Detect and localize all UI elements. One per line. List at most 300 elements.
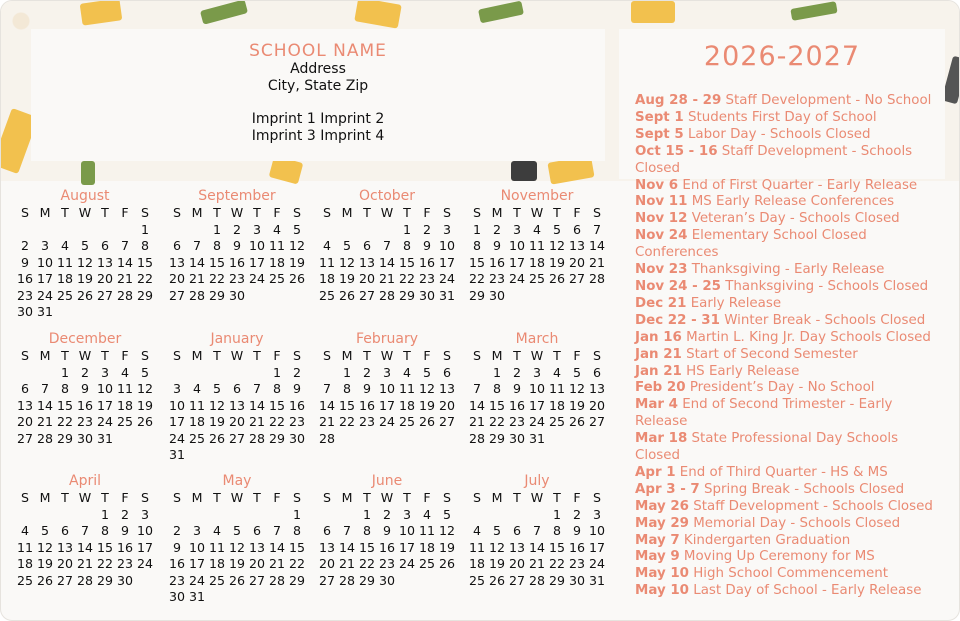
event-item xyxy=(635,194,935,211)
day-number: 26 xyxy=(136,414,154,429)
event-item xyxy=(635,566,935,583)
day-number: 27 xyxy=(318,572,336,588)
day-number: 22 xyxy=(468,271,486,286)
weekday-label: F xyxy=(573,490,581,505)
day-number: 13 xyxy=(318,539,336,555)
day-number: 21 xyxy=(318,414,336,429)
day-number: 14 xyxy=(36,397,54,413)
day-number: 10 xyxy=(36,254,54,270)
day-number: 2 xyxy=(382,506,391,522)
day-number: 17 xyxy=(188,556,206,571)
event-date: May 10 xyxy=(635,583,689,599)
day-number: 19 xyxy=(288,254,306,270)
day-number: 24 xyxy=(168,430,186,446)
day-number: 24 xyxy=(438,271,456,286)
day-number: 9 xyxy=(422,238,431,253)
day-number: 22 xyxy=(358,556,376,571)
day-number: 16 xyxy=(168,556,186,571)
event-date: Feb 20 xyxy=(635,380,686,396)
day-number: 26 xyxy=(208,430,226,446)
day-number: 8 xyxy=(472,238,481,253)
weekday-label: S xyxy=(21,205,29,220)
weekday-label: T xyxy=(403,490,411,505)
weekday-label: S xyxy=(593,205,601,220)
day-number: 3 xyxy=(402,506,411,522)
day-number: 10 xyxy=(378,381,396,396)
event-date: Dec 21 xyxy=(635,295,687,311)
day-number: 30 xyxy=(116,572,134,588)
day-number: 3 xyxy=(192,523,201,538)
day-number: 16 xyxy=(488,254,506,270)
day-number: 18 xyxy=(398,397,416,413)
day-number: 22 xyxy=(398,271,416,286)
day-number: 29 xyxy=(398,287,416,303)
day-number: 25 xyxy=(528,271,546,286)
day-number: 11 xyxy=(208,539,226,555)
weekday-label: T xyxy=(403,348,411,363)
day-number: 5 xyxy=(80,238,89,253)
day-number: 9 xyxy=(292,381,301,396)
empty-day xyxy=(15,222,35,239)
day-number: 23 xyxy=(16,287,34,303)
event-date: Nov 24 xyxy=(635,228,688,244)
empty-day xyxy=(247,507,267,524)
weekday-label: M xyxy=(491,205,503,220)
day-number: 18 xyxy=(268,254,286,270)
weekday-label: S xyxy=(293,205,301,220)
day-number: 7 xyxy=(322,381,331,396)
day-number: 22 xyxy=(548,556,566,571)
day-number: 9 xyxy=(512,381,521,396)
day-number: 23 xyxy=(418,271,436,286)
event-text: Labor Day - Schools Closed xyxy=(683,126,871,142)
day-number: 7 xyxy=(342,523,351,538)
empty-day xyxy=(337,507,357,524)
event-text: End of Second Trimester - Early Release xyxy=(635,397,893,430)
month-title: November xyxy=(500,188,574,204)
weekday-label: F xyxy=(273,348,281,363)
empty-day xyxy=(115,222,135,239)
weekday-label: W xyxy=(380,348,394,363)
empty-day xyxy=(187,365,207,382)
day-number: 3 xyxy=(100,364,109,380)
day-number: 12 xyxy=(36,539,54,555)
day-number: 20 xyxy=(508,556,526,571)
day-number: 13 xyxy=(56,539,74,555)
event-date: May 26 xyxy=(635,498,689,514)
day-number: 8 xyxy=(292,523,301,538)
day-number: 13 xyxy=(438,381,456,396)
day-number: 20 xyxy=(568,254,586,270)
empty-day xyxy=(207,507,227,524)
day-number: 18 xyxy=(468,556,486,571)
day-number: 11 xyxy=(468,539,486,555)
day-number: 15 xyxy=(208,254,226,270)
school-name: SCHOOL NAME xyxy=(249,41,387,61)
year-title: 2026-2027 xyxy=(703,41,861,72)
day-number: 17 xyxy=(36,271,54,286)
day-number: 28 xyxy=(468,430,486,446)
weekday-label: T xyxy=(513,490,521,505)
weekday-label: T xyxy=(61,205,69,220)
weekday-label: F xyxy=(423,205,431,220)
weekday-label: M xyxy=(39,490,51,505)
empty-day xyxy=(467,507,487,524)
day-number: 15 xyxy=(268,397,286,413)
day-number: 16 xyxy=(228,254,246,270)
event-item xyxy=(635,499,935,516)
weekday-label: W xyxy=(380,490,394,505)
weekday-label: T xyxy=(101,348,109,363)
event-item xyxy=(635,397,935,431)
day-number: 11 xyxy=(188,397,206,413)
event-item xyxy=(635,330,935,347)
day-number: 10 xyxy=(248,238,266,253)
day-number: 5 xyxy=(140,364,149,380)
day-number: 25 xyxy=(268,271,286,286)
empty-day xyxy=(75,507,95,524)
day-number: 19 xyxy=(338,271,356,286)
weekday-label: M xyxy=(191,490,203,505)
event-text: Veteran’s Day - Schools Closed xyxy=(687,211,900,227)
day-number: 21 xyxy=(378,271,396,286)
day-number: 31 xyxy=(36,304,54,319)
weekday-label: T xyxy=(101,490,109,505)
weekday-label: S xyxy=(141,490,149,505)
day-number: 12 xyxy=(338,254,356,270)
imprint-line-2: Imprint 3 Imprint 4 xyxy=(251,128,385,144)
day-number: 6 xyxy=(592,364,601,380)
marker-icon xyxy=(790,1,837,21)
day-number: 28 xyxy=(318,430,336,446)
day-number: 14 xyxy=(378,254,396,270)
event-item xyxy=(635,465,935,482)
day-number: 10 xyxy=(398,523,416,538)
weekday-label: T xyxy=(553,348,561,363)
weekday-label: F xyxy=(121,348,129,363)
day-number: 28 xyxy=(528,572,546,588)
day-number: 23 xyxy=(508,414,526,429)
day-number: 31 xyxy=(588,572,606,588)
day-number: 6 xyxy=(60,523,69,538)
day-number: 28 xyxy=(116,287,134,303)
day-number: 16 xyxy=(76,397,94,413)
day-number: 17 xyxy=(136,539,154,555)
empty-day xyxy=(35,507,55,524)
empty-day xyxy=(55,222,75,239)
day-number: 2 xyxy=(292,364,301,380)
day-number: 18 xyxy=(318,271,336,286)
empty-day xyxy=(357,222,377,239)
day-number: 30 xyxy=(418,287,436,303)
empty-day xyxy=(317,222,337,239)
day-number: 26 xyxy=(568,414,586,429)
month-june xyxy=(317,472,457,589)
day-number: 13 xyxy=(16,397,34,413)
day-number: 5 xyxy=(552,221,561,237)
weekday-label: S xyxy=(473,205,481,220)
weekday-label: S xyxy=(21,490,29,505)
day-number: 24 xyxy=(528,414,546,429)
event-date: Nov 24 - 25 xyxy=(635,278,721,294)
day-number: 9 xyxy=(80,381,89,396)
weekday-label: S xyxy=(173,205,181,220)
day-number: 30 xyxy=(168,589,186,604)
event-text: Last Day of School - Early Release xyxy=(688,583,922,599)
day-number: 27 xyxy=(438,414,456,429)
day-number: 3 xyxy=(532,364,541,380)
weekday-label: F xyxy=(121,205,129,220)
day-number: 13 xyxy=(96,254,114,270)
day-number: 26 xyxy=(548,271,566,286)
weekday-label: S xyxy=(323,205,331,220)
empty-day xyxy=(187,507,207,524)
day-number: 20 xyxy=(168,271,186,286)
event-text: Start of Second Semester xyxy=(681,346,858,362)
day-number: 24 xyxy=(248,271,266,286)
day-number: 13 xyxy=(228,397,246,413)
event-date: Apr 3 - 7 xyxy=(635,481,700,497)
day-number: 28 xyxy=(588,271,606,286)
day-number: 11 xyxy=(528,238,546,253)
day-number: 10 xyxy=(508,238,526,253)
day-number: 18 xyxy=(188,414,206,429)
event-item xyxy=(635,380,935,397)
day-number: 8 xyxy=(212,238,221,253)
day-number: 6 xyxy=(252,523,261,538)
weekday-label: S xyxy=(443,205,451,220)
marker-icon xyxy=(81,161,95,185)
day-number: 3 xyxy=(252,221,261,237)
day-number: 5 xyxy=(212,381,221,396)
weekday-label: S xyxy=(473,490,481,505)
day-number: 12 xyxy=(228,539,246,555)
weekday-label: M xyxy=(39,348,51,363)
day-number: 22 xyxy=(288,556,306,571)
weekday-label: T xyxy=(213,348,221,363)
day-number: 20 xyxy=(588,397,606,413)
day-number: 15 xyxy=(96,539,114,555)
event-item xyxy=(635,110,935,127)
day-number: 21 xyxy=(268,556,286,571)
day-number: 24 xyxy=(96,414,114,429)
day-number: 1 xyxy=(212,221,221,237)
day-number: 8 xyxy=(552,523,561,538)
event-text: Early Release xyxy=(686,295,782,311)
empty-day xyxy=(35,222,55,239)
day-number: 5 xyxy=(422,364,431,380)
day-number: 15 xyxy=(398,254,416,270)
day-number: 23 xyxy=(488,271,506,286)
event-date: Jan 21 xyxy=(635,363,682,379)
event-text: Staff Development - Schools Closed xyxy=(635,143,913,176)
month-title: August xyxy=(60,188,110,204)
day-number: 7 xyxy=(472,381,481,396)
day-number: 27 xyxy=(228,430,246,446)
day-number: 16 xyxy=(508,397,526,413)
weekday-label: W xyxy=(78,205,92,220)
day-number: 24 xyxy=(398,556,416,571)
day-number: 12 xyxy=(488,539,506,555)
event-item xyxy=(635,549,935,566)
day-number: 12 xyxy=(568,381,586,396)
day-number: 24 xyxy=(136,556,154,571)
day-number: 21 xyxy=(188,271,206,286)
day-number: 4 xyxy=(120,364,129,380)
empty-day xyxy=(227,507,247,524)
day-number: 16 xyxy=(568,539,586,555)
weekday-label: T xyxy=(363,348,371,363)
day-number: 23 xyxy=(358,414,376,429)
address-line: Address xyxy=(290,61,346,77)
day-number: 7 xyxy=(382,238,391,253)
event-text: Elementary School Closed Conferences xyxy=(635,228,867,261)
day-number: 1 xyxy=(402,221,411,237)
empty-day xyxy=(507,507,527,524)
event-item xyxy=(635,178,935,195)
day-number: 30 xyxy=(76,430,94,446)
day-number: 9 xyxy=(362,381,371,396)
weekday-label: W xyxy=(380,205,394,220)
day-number: 16 xyxy=(288,397,306,413)
event-date: May 10 xyxy=(635,566,689,582)
event-text: Kindergarten Graduation xyxy=(679,532,851,548)
event-item xyxy=(635,228,935,262)
day-number: 15 xyxy=(56,397,74,413)
month-title: March xyxy=(515,331,559,347)
event-item xyxy=(635,533,935,550)
event-item xyxy=(635,347,935,364)
day-number: 18 xyxy=(208,556,226,571)
empty-day xyxy=(15,507,35,524)
day-number: 4 xyxy=(272,221,281,237)
day-number: 1 xyxy=(292,506,301,522)
weekday-label: T xyxy=(403,205,411,220)
day-number: 6 xyxy=(322,523,331,538)
day-number: 2 xyxy=(422,221,431,237)
weekday-label: F xyxy=(423,348,431,363)
event-item xyxy=(635,211,935,228)
empty-day xyxy=(55,507,75,524)
day-number: 11 xyxy=(418,523,436,538)
weekday-label: F xyxy=(423,490,431,505)
day-number: 6 xyxy=(512,523,521,538)
event-item xyxy=(635,431,935,465)
day-number: 20 xyxy=(16,414,34,429)
event-text: Thanksgiving - Schools Closed xyxy=(720,278,929,294)
day-number: 6 xyxy=(100,238,109,253)
weekday-label: S xyxy=(443,490,451,505)
day-number: 6 xyxy=(362,238,371,253)
month-title: May xyxy=(222,473,252,489)
day-number: 9 xyxy=(492,238,501,253)
day-number: 16 xyxy=(418,254,436,270)
weekday-label: W xyxy=(230,205,244,220)
day-number: 29 xyxy=(468,287,486,303)
event-text: President’s Day - No School xyxy=(685,380,875,396)
day-number: 10 xyxy=(438,238,456,253)
weekday-label: S xyxy=(473,348,481,363)
day-number: 25 xyxy=(468,572,486,588)
event-date: May 29 xyxy=(635,515,689,531)
city-state-zip: City, State Zip xyxy=(267,78,369,94)
weekday-label: T xyxy=(253,205,261,220)
day-number: 18 xyxy=(528,254,546,270)
day-number: 11 xyxy=(56,254,74,270)
day-number: 21 xyxy=(338,556,356,571)
day-number: 28 xyxy=(268,572,286,588)
day-number: 27 xyxy=(568,271,586,286)
day-number: 28 xyxy=(188,287,206,303)
day-number: 9 xyxy=(172,539,181,555)
empty-day xyxy=(247,365,267,382)
day-number: 21 xyxy=(588,254,606,270)
day-number: 5 xyxy=(572,364,581,380)
day-number: 14 xyxy=(268,539,286,555)
day-number: 2 xyxy=(492,221,501,237)
day-number: 23 xyxy=(76,414,94,429)
event-date: Aug 28 - 29 xyxy=(635,93,722,108)
day-number: 20 xyxy=(228,414,246,429)
event-date: Nov 11 xyxy=(635,194,688,210)
day-number: 28 xyxy=(36,430,54,446)
month-april xyxy=(15,472,155,589)
day-number: 4 xyxy=(402,364,411,380)
day-number: 15 xyxy=(136,254,154,270)
day-number: 13 xyxy=(168,254,186,270)
weekday-label: T xyxy=(101,205,109,220)
month-title: July xyxy=(524,473,550,489)
day-number: 26 xyxy=(36,572,54,588)
day-number: 22 xyxy=(208,271,226,286)
day-number: 17 xyxy=(508,254,526,270)
day-number: 13 xyxy=(588,381,606,396)
weekday-label: F xyxy=(273,205,281,220)
day-number: 24 xyxy=(188,572,206,588)
weekday-label: M xyxy=(341,348,353,363)
empty-day xyxy=(167,507,187,524)
day-number: 14 xyxy=(248,397,266,413)
day-number: 16 xyxy=(116,539,134,555)
notebook-icon xyxy=(631,1,675,23)
empty-day xyxy=(167,222,187,239)
weekday-label: S xyxy=(21,348,29,363)
day-number: 22 xyxy=(268,414,286,429)
day-number: 15 xyxy=(358,539,376,555)
day-number: 27 xyxy=(56,572,74,588)
event-text: MS Early Release Conferences xyxy=(687,194,895,210)
day-number: 26 xyxy=(288,271,306,286)
event-item xyxy=(635,262,935,279)
day-number: 22 xyxy=(96,556,114,571)
day-number: 12 xyxy=(438,523,456,538)
day-number: 29 xyxy=(136,287,154,303)
day-number: 22 xyxy=(56,414,74,429)
event-date: Jan 21 xyxy=(635,346,682,362)
event-item xyxy=(635,279,935,296)
weekday-label: M xyxy=(341,490,353,505)
day-number: 8 xyxy=(402,238,411,253)
day-number: 27 xyxy=(588,414,606,429)
day-number: 29 xyxy=(268,430,286,446)
weekday-label: W xyxy=(530,490,544,505)
month-title: June xyxy=(371,473,403,489)
day-number: 27 xyxy=(358,287,376,303)
day-number: 4 xyxy=(472,523,481,538)
weekday-label: W xyxy=(530,205,544,220)
day-number: 7 xyxy=(272,523,281,538)
event-date: May 7 xyxy=(635,532,680,548)
